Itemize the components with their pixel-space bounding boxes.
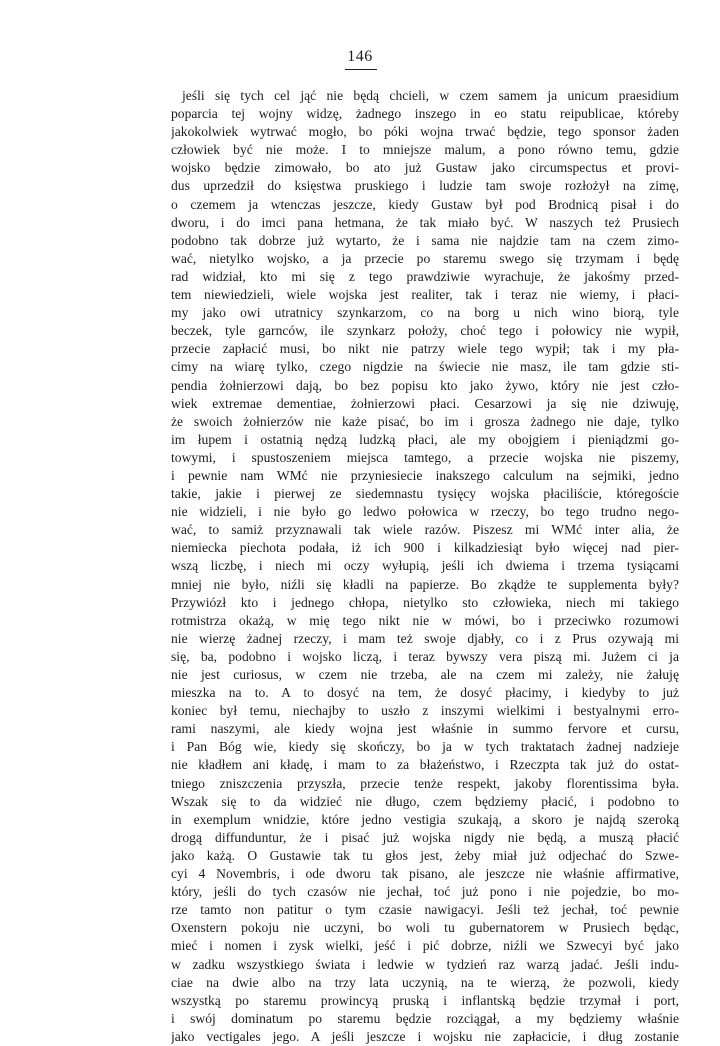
text-line: towymi, i spustoszeniem miejsca tamtego, a przecie wojska nie piszemy, [171, 449, 679, 465]
text-line: in exemplum wnidzie, które jedno vestigia szukają, a skoro je najdą szeroką [171, 811, 679, 827]
text-line: rotmistrza okażą, w mię tego nikt nie w mówi, bo i przeciwko rozumowi [171, 612, 679, 628]
text-line: rami naszymi, ale kiedy wojna jest właśnie in summo fervore et cursu, [171, 721, 679, 737]
text-line: nie widzieli, i nie było go ledwo połowica w rzeczy, bo tego trudno nego- [171, 504, 679, 520]
body-text [171, 87, 679, 1046]
text-line: tem niewiedzieli, wiele wojska jest realiter, tak i teraz nie wiemy, i płaci- [171, 287, 679, 303]
text-line: i pewnie nam WMć nie przyniesiecie inakszego calculum na sejmiki, jedno [171, 467, 679, 483]
text-line: my jako owi utratnicy szynkarzom, co na borg u nich wino biorą, tyle [171, 305, 679, 321]
text-line: wszą liczbę, i niech mi oczy wyłupią, jeśli ich dwiema i trzema tysiącami [171, 558, 679, 574]
text-line: mieć i nomen i zysk wielki, jeść i pić dobrze, niźli we Szwecyi być jako [171, 938, 679, 954]
text-line: tniego zniszczenia przyszła, przecie tenże respekt, jakoby florentissima była. [171, 775, 679, 791]
text-line: dworu, i do imci pana hetmana, że tak miało być. W naszych też Prusiech [171, 214, 679, 230]
text-line: jakokolwiek wytrwać mogło, bo póki wojna trwać będzie, tego sponsor żaden [171, 124, 679, 140]
text-line: mieszka na to. A to dosyć na tem, że dosyć płacimy, i kiedyby to już [171, 685, 679, 701]
text-line: beczek, tyle garnców, ile szynkarz położy, choć tego i połowicy nie wypił, [171, 323, 679, 339]
text-line: i swój dominatum po staremu będzie rozciągał, a my będziemy właśnie [171, 1010, 679, 1026]
text-line: przecie zapłacić musi, bo nikt nie patrzy wiele tego wypił; tak i my pła- [171, 341, 679, 357]
text-line: Wszak się to da widzieć nie długo, czem będziemy płacić, i podobno to [171, 793, 679, 809]
text-line: wszystką po staremu prowincyą pruską i inflantską będzie trzymał i port, [171, 992, 679, 1008]
text-line: niemiecka piechota podała, iż ich 900 i kilkadziesiąt było więcej nad pier- [171, 540, 679, 556]
text-line: ciae na dwie albo na trzy lata uczynią, na te wierzą, że pozwoli, kiedy [171, 974, 679, 990]
text-line: nie wierzę żadnej rzeczy, i mam też swoje djabły, co i z Prus ozywają mi [171, 630, 679, 646]
page-number: 146 [347, 48, 373, 65]
text-line: w zadku wszystkiego świata i ledwie w tydzień raz warzą jadać. Jeśli indu- [171, 956, 679, 972]
text-line: rze tamto non patitur o tym czasie nawigacyi. Jeśli też jechał, toć pewnie [171, 902, 679, 918]
text-line: który, jeśli do tych czasów nie jechał, toć już pono i nie pojedzie, bo mo- [171, 884, 679, 900]
text-line: nie jest curiosus, w czem nie trzeba, ale na czem mi zależy, nie żałuję [171, 667, 679, 682]
text-line: rad widział, kto mi się z tego prawdziwie wyrachuje, że jakośmy przed- [171, 268, 679, 284]
text-line: Oxenstern pokoju nie uczyni, bo woli tu gubernatorem w Prusiech będąc, [171, 920, 679, 936]
text-line: poparcia tej wojny widzę, żadnego inszego in eo statu reipublicae, któreby [171, 106, 679, 122]
text-line: mniej nie było, niźli się kładli na papierze. Bo zkądże te supplementa były? [171, 576, 679, 592]
text-line: takie, jakie i pierwej ze siedemnastu tysięcy wojska płaciliście, któregoście [171, 486, 679, 502]
text-line: jeśli się tych cel jąć nie będą chcieli, w czem samem ja unicum praesidium [182, 88, 679, 103]
text-line: człowiek być nie może. I to mniejsze malum, a pono równo temu, gdzie [171, 142, 679, 158]
text-line: jako każą. O Gustawie tak tu głos jest, żeby miał już odjechać do Szwe- [171, 847, 679, 863]
text-line: drogą diffunduntur, że i pisać już wojska nigdy nie będą, a muszą płacić [171, 829, 679, 845]
text-line: i Pan Bóg wie, kiedy się skończy, bo ja w tych traktatach żadnej nadzieje [171, 739, 679, 755]
text-line: podobno tak dobrze już wytarto, że i sama nie najdzie tam na czem zimo- [171, 232, 679, 248]
text-line: że swoich żołnierzów nie każe pisać, bo im i grosza żadnego nie daje, tylko [171, 413, 679, 429]
text-line: wać, nietylko wojsko, a ja przecie po staremu swego się trzymam i będę [171, 250, 679, 266]
text-line: Przywiózł kto i jednego chłopa, nietylko sto człowieka, niech mi takiego [171, 594, 679, 610]
text-line: pendia żołnierzowi dają, bo bez popisu kto jako żywo, który nie jest czło- [171, 377, 679, 393]
text-line: nie kładłem ani kładę, i mam to za błażeństwo, i Rzeczpta tak już do ostat- [171, 757, 679, 773]
page-number-underline [345, 69, 377, 70]
text-line: cyi 4 Novembris, i ode dworu tak pisano, ale jeszcze nie właśnie affirmative, [171, 866, 679, 882]
text-line: wiek extremae dementiae, żołnierzowi płaci. Cesarzowi ja się nie dziwuję, [171, 395, 679, 411]
text-line: jako vectigales jego. A jeśli jeszcze i wojsku nie zapłacicie, i dług zostanie [171, 1028, 679, 1044]
text-line: dus uprzedził do księstwa pruskiego i ludzie tam swoje rozłożył na zimę, [171, 178, 679, 194]
text-line: wać, to samiż przyznawali tak wiele razów. Piszesz mi WMć inter alia, że [171, 522, 679, 538]
text-line: się, ba, podobno i wojsko liczą, i teraz bywszy vera piszą mi. Jużem ci ja [171, 648, 679, 664]
text-line: koniec był temu, niechajby to uszło z inszymi wielkimi i bestyalnymi erro- [171, 703, 679, 719]
text-line: wojsko będzie zimowało, bo ato już Gustaw jako circumspectus et provi- [171, 160, 679, 176]
text-line: im łupem i ostatnią nędzą ludzką płaci, ale my obojgiem i pieniądzmi go- [171, 431, 679, 447]
text-line: cimy na wiarę tylko, czego nigdzie na świecie nie masz, ile tam gdzie sti- [171, 359, 679, 375]
text-line: o czemem ja wtenczas jeszcze, kiedy Gustaw był pod Brodnicą pisał i do [171, 196, 679, 212]
